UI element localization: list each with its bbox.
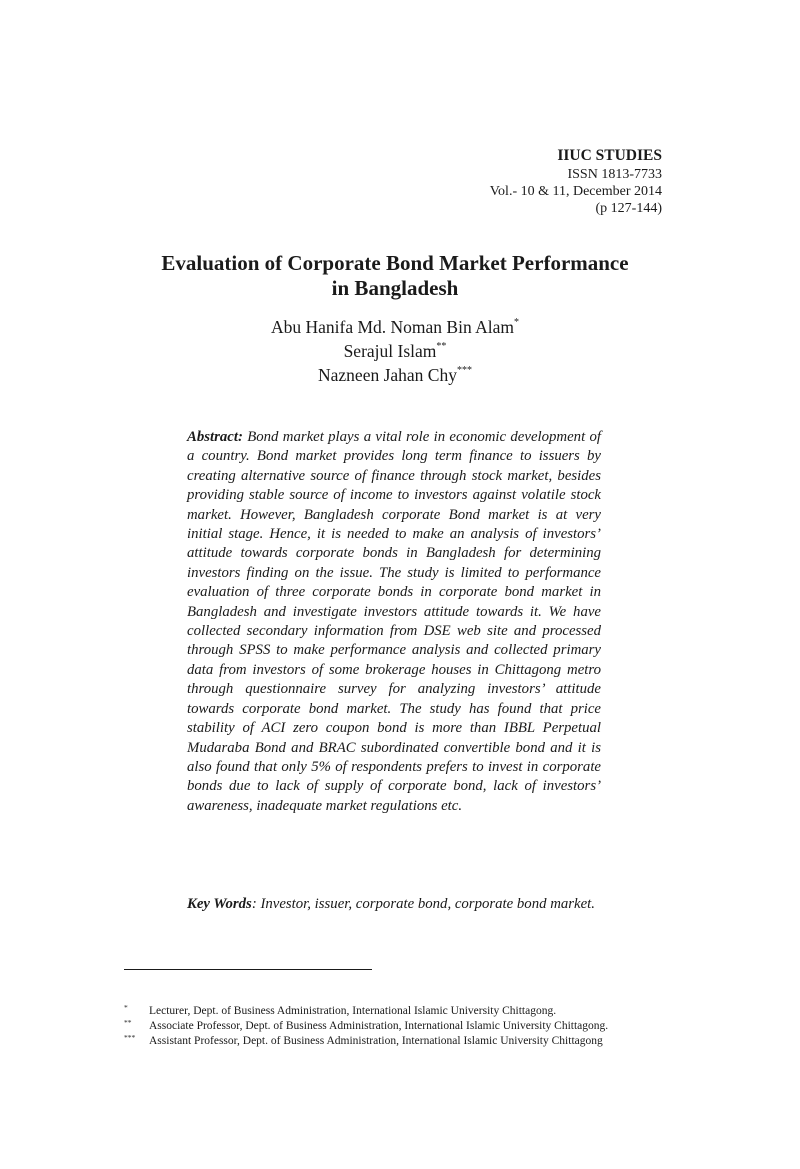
author-3 [100, 363, 690, 387]
footnote-divider [124, 969, 372, 970]
paper-title-line-1: Evaluation of Corporate Bond Market Performance [161, 251, 629, 275]
author-name: Serajul Islam [343, 341, 437, 361]
journal-volume: Vol.- 10 & 11, December 2014 [489, 184, 662, 199]
author-2 [100, 339, 690, 363]
author-1 [100, 315, 690, 339]
footnotes [124, 1004, 684, 1049]
footnote-1 [124, 1004, 684, 1019]
footnote-mark: * [124, 1003, 128, 1012]
journal-name: IIUC STUDIES [557, 147, 662, 164]
author-mark: *** [456, 365, 472, 376]
journal-pages: (p 127-144) [595, 201, 662, 216]
journal-issn: ISSN 1813-7733 [567, 167, 662, 182]
paper-title [100, 251, 690, 301]
footnote-3 [124, 1034, 684, 1049]
keywords-label: Key Words [187, 896, 252, 912]
abstract [187, 428, 601, 816]
keywords-text: : Investor, issuer, corporate bond, corporate bond market. [251, 896, 595, 912]
author-mark: * [514, 317, 520, 328]
paper-title-line-2: in Bangladesh [331, 276, 459, 300]
author-mark: ** [436, 341, 447, 352]
keywords [187, 895, 601, 914]
footnote-text: Assistant Professor, Dept. of Business Administration, International Islamic University Chittagong [149, 1035, 603, 1047]
abstract-text: Bond market plays a vital role in economic development of a country. Bond market provides long term finance to issuers by creating alternative source of finance through stock market, besides providing stable source of income to investors against volatile stock market. However, Bangladesh corporate Bond market is at very initial stage. Hence, it is needed to make an analysis of investors’ attitude towards corporate bonds in Bangladesh for determining investors finding on the issue. The study is limited to performance evaluation of three corporate bonds in corporate bond market in Bangladesh and investigate investors attitude towards it. We have collected secondary information from DSE web site and processed through SPSS to make performance analysis and collected primary data from investors of some brokerage houses in Chittagong metro through questionnaire survey for analyzing investors’ attitude towards corporate bond market. The study has found that price stability of ACI zero coupon bond is more than IBBL Perpetual Mudaraba Bond and BRAC subordinated convertible bond and it is also found that only 5% of respondents prefers to invest in corporate bonds due to lack of supply of corporate bond, lack of investors’ awareness, inadequate market regulations etc. [187, 429, 601, 814]
journal-info [490, 146, 662, 217]
author-list [100, 315, 690, 387]
author-name: Abu Hanifa Md. Noman Bin Alam [270, 317, 515, 337]
footnote-mark: *** [124, 1033, 136, 1042]
abstract-label: Abstract: [187, 429, 243, 445]
footnote-2 [124, 1019, 684, 1034]
author-name: Nazneen Jahan Chy [318, 365, 457, 385]
footnote-text: Lecturer, Dept. of Business Administration, International Islamic University Chittagong. [149, 1005, 557, 1017]
footnote-text: Associate Professor, Dept. of Business Administration, International Islamic University Chittagong. [149, 1020, 609, 1032]
footnote-mark: ** [124, 1018, 132, 1027]
